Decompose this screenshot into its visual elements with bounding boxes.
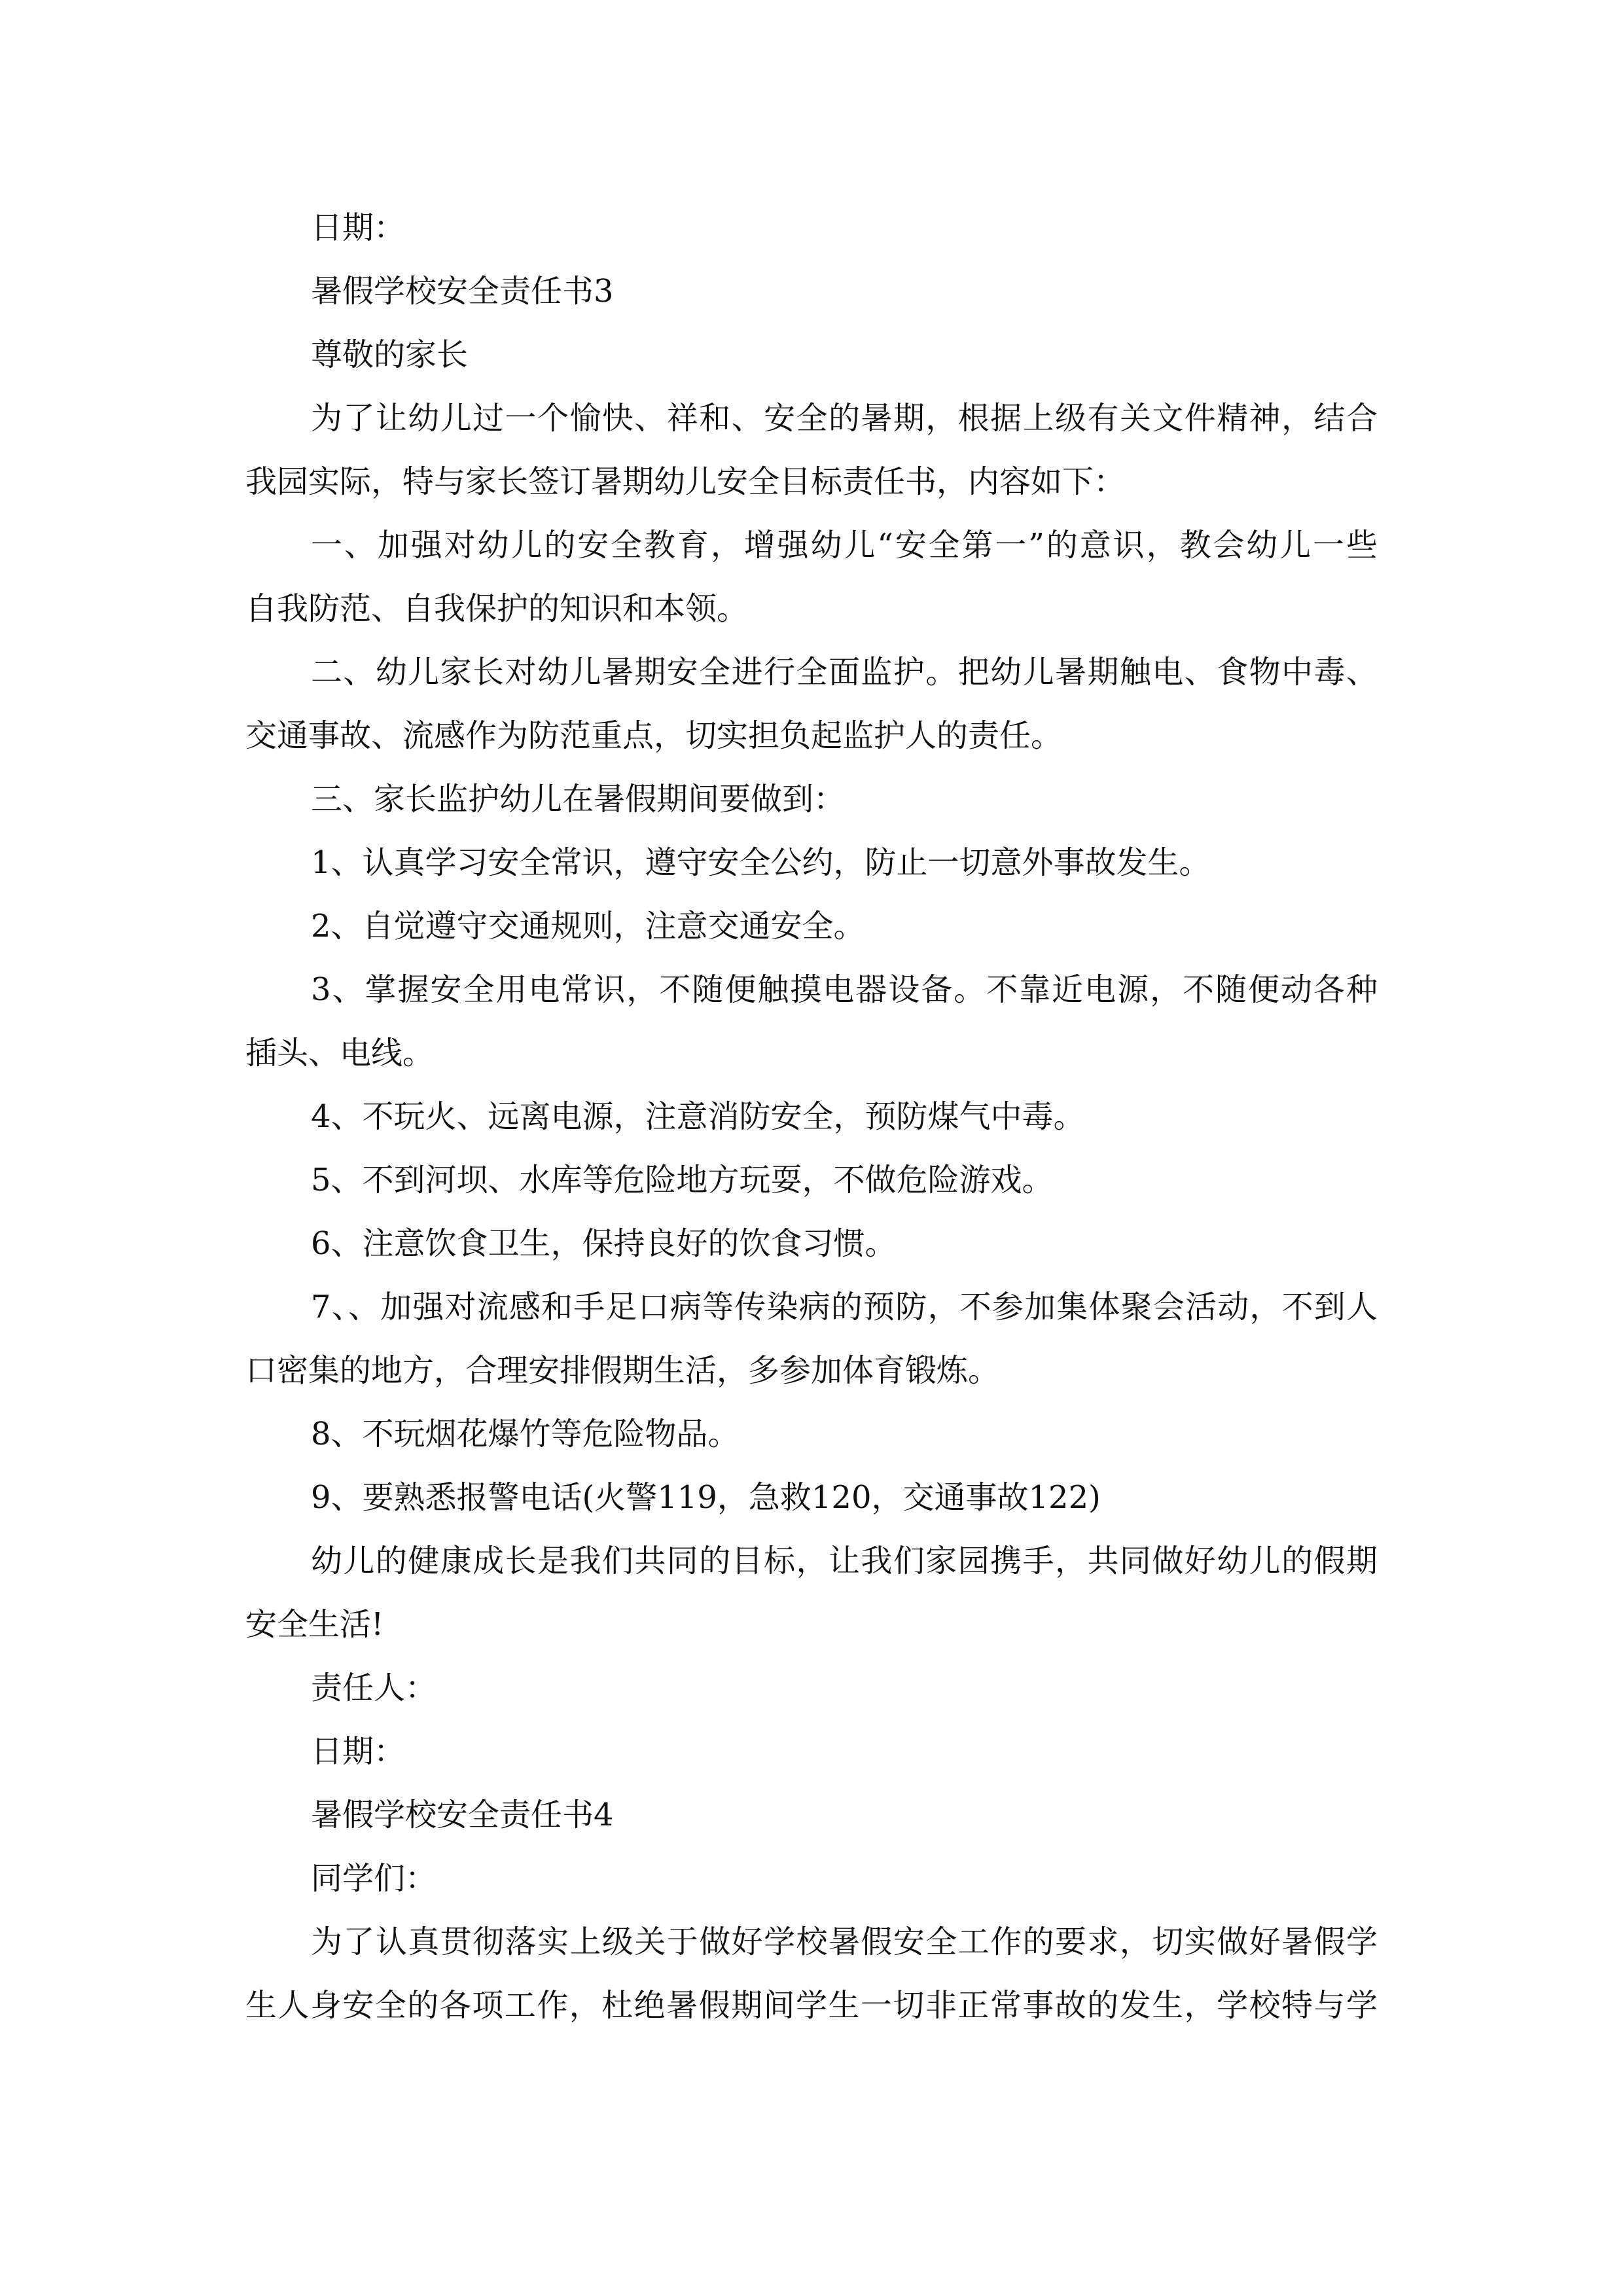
text-line: 幼儿的健康成长是我们共同的目标，让我们家园携手，共同做好幼儿的假期	[311, 1543, 1378, 1579]
text-line: 日期：	[311, 1733, 406, 1770]
text-line: 安全生活!	[245, 1606, 384, 1643]
text-line: 2、自觉遵守交通规则，注意交通安全。	[311, 908, 865, 944]
text-line: 暑假学校安全责任书4	[311, 1797, 614, 1833]
text-line: 二、幼儿家长对幼儿暑期安全进行全面监护。把幼儿暑期触电、食物中毒、	[311, 654, 1378, 691]
document-body	[245, 196, 1378, 2037]
text-line: 口密集的地方，合理安排假期生活，多参加体育锻炼。	[245, 1352, 1000, 1389]
text-line: 尊敬的家长	[311, 336, 469, 373]
text-line: 1、认真学习安全常识，遵守安全公约，防止一切意外事故发生。	[311, 844, 1211, 881]
text-line: 暑假学校安全责任书3	[311, 273, 614, 310]
text-line: 8、不玩烟花爆竹等危险物品。	[311, 1416, 740, 1452]
text-line: 3、掌握安全用电常识，不随便触摸电器设备。不靠近电源，不随便动各种	[311, 971, 1378, 1008]
text-line: 9、要熟悉报警电话(火警119，急救120，交通事故122)	[311, 1479, 1101, 1516]
text-line: 三、家长监护幼儿在暑假期间要做到：	[311, 781, 846, 817]
text-line: 一、加强对幼儿的安全教育，增强幼儿“安全第一”的意识，教会幼儿一些	[311, 527, 1378, 564]
text-line: 生人身安全的各项工作，杜绝暑假期间学生一切非正常事故的发生，学校特与学	[245, 1987, 1378, 2024]
text-line: 插头、电线。	[245, 1035, 435, 1071]
text-line: 自我防范、自我保护的知识和本领。	[245, 590, 749, 627]
text-line: 7、、加强对流感和手足口病等传染病的预防，不参加集体聚会活动，不到人	[311, 1289, 1378, 1325]
text-line: 4、不玩火、远离电源，注意消防安全，预防煤气中毒。	[311, 1098, 1085, 1135]
text-line: 我园实际，特与家长签订暑期幼儿安全目标责任书，内容如下：	[245, 463, 1126, 500]
text-line: 为了让幼儿过一个愉快、祥和、安全的暑期，根据上级有关文件精神，结合	[311, 400, 1378, 437]
text-line: 5、不到河坝、水库等危险地方玩耍，不做危险游戏。	[311, 1162, 1054, 1198]
text-line: 同学们：	[311, 1860, 437, 1897]
text-line: 交通事故、流感作为防范重点，切实担负起监护人的责任。	[245, 717, 1063, 754]
text-line: 为了认真贯彻落实上级关于做好学校暑假安全工作的要求，切实做好暑假学	[311, 1924, 1378, 1960]
text-line: 6、注意饮食卫生，保持良好的饮食习惯。	[311, 1225, 897, 1262]
text-line: 日期：	[311, 209, 406, 246]
text-line: 责任人：	[311, 1670, 437, 1706]
